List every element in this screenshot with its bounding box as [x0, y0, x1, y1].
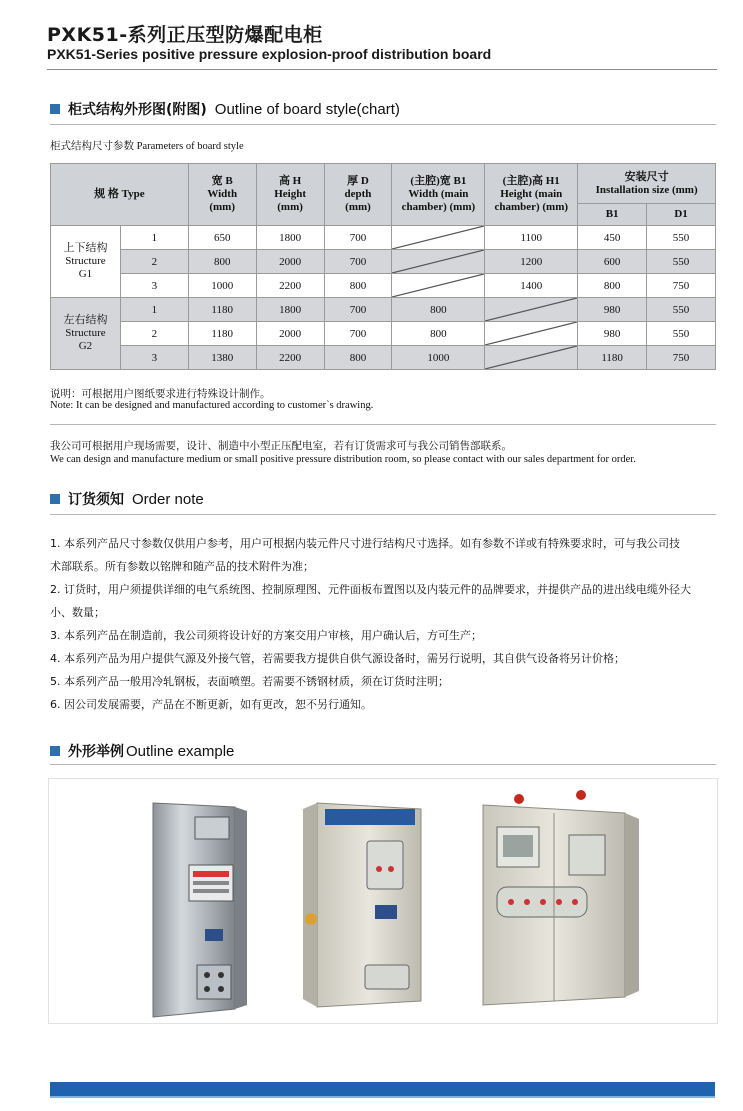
col-header-width: 宽 B Width (mm) [188, 164, 256, 226]
section-divider [50, 764, 716, 765]
empty-slash-cell [485, 298, 578, 322]
list-item: 2. 订货时，用户须提供详细的电气系统图、控制原理图、元件面板布置图以及内装元件的品牌要求，并提供产品的进出线电缆外径大 [50, 583, 691, 596]
group-g2: 左右结构 Structure G2 [51, 298, 121, 370]
page-title-en: PXK51-Series positive pressure explosion-proof distribution board [47, 46, 492, 62]
table-row: 上下结构 Structure G1 1 650 1800 700 1100 450 550 [51, 226, 716, 250]
table-row: 3 1000 2200 800 1400 800 750 [51, 274, 716, 298]
params-caption: 柜式结构尺寸参数 Parameters of board style [50, 141, 244, 152]
list-item: 术部联系。所有参数以铭牌和随产品的技术附件为准； [50, 560, 314, 573]
title-divider [47, 69, 717, 70]
spec-table [50, 163, 716, 370]
list-item: 5. 本系列产品一般用冷轧钢板，表面喷塑。若需要不锈钢材质，须在订货时注明； [50, 675, 449, 688]
list-item: 小、数量； [50, 606, 105, 619]
page-title-cn: PXK51-系列正压型防爆配电柜 [47, 24, 323, 46]
bullet-square-icon [50, 494, 60, 504]
footer-bar [50, 1082, 715, 1096]
table-row: 2 800 2000 700 1200 600 550 [51, 250, 716, 274]
empty-slash-cell [485, 322, 578, 346]
cabinet-illustrations [49, 779, 717, 1023]
empty-slash-cell [392, 226, 485, 250]
cabinet-cream-icon [303, 803, 421, 1007]
col-header-install-b1: B1 [578, 204, 647, 226]
empty-slash-cell [485, 346, 578, 370]
empty-slash-cell [392, 250, 485, 274]
section-heading-example: 外形举例 Outline example [50, 741, 234, 761]
list-item: 6. 因公司发展需要，产品在不断更新，如有更改，恕不另行通知。 [50, 698, 372, 711]
col-header-b1: (主腔)宽 B1 Width (main chamber) (mm) [392, 164, 485, 226]
note-en: Note: It can be designed and manufactured according to customer`s drawing. [50, 400, 374, 411]
bullet-square-icon [50, 746, 60, 756]
section-heading-outline: 柜式结构外形图(附图) Outline of board style(chart) [50, 99, 400, 119]
section-divider [50, 514, 716, 515]
table-row: 3 1380 2200 800 1000 1180 750 [51, 346, 716, 370]
table-row: 左右结构 Structure G2 1 1180 1800 700 800 980 550 [51, 298, 716, 322]
col-header-depth: 厚 D depth (mm) [324, 164, 392, 226]
list-item: 1. 本系列产品尺寸参数仅供用户参考，用户可根据内装元件尺寸进行结构尺寸选择。如有参数不详或有特殊要求时，可与我公司技 [50, 537, 680, 550]
bullet-square-icon [50, 104, 60, 114]
empty-slash-cell [392, 274, 485, 298]
table-row: 2 1180 2000 700 800 980 550 [51, 322, 716, 346]
note-cn: 说明：可根据用户图纸要求进行特殊设计制作。 [50, 388, 271, 400]
product-photos [48, 778, 718, 1024]
section-heading-order: 订货须知 Order note [50, 489, 204, 509]
col-header-height: 高 H Height (mm) [256, 164, 324, 226]
group-g1: 上下结构 Structure G1 [51, 226, 121, 298]
list-item: 4. 本系列产品为用户提供气源及外接气管，若需要我方提供自供气源设备时，需另行说明，其自供气设备将另计价格； [50, 652, 625, 665]
col-header-type: 规 格 Type [51, 164, 189, 226]
order-notes-list [50, 532, 715, 716]
notes-divider [50, 424, 716, 425]
cabinet-large-icon [483, 790, 639, 1005]
room-note-cn: 我公司可根据用户现场需要，设计、制造中小型正压配电室，若有订货需求可与我公司销售部联系。 [50, 440, 512, 452]
col-header-install: 安装尺寸 Installation size (mm) [578, 164, 716, 204]
col-header-h1: (主腔)高 H1 Height (main chamber) (mm) [485, 164, 578, 226]
section-divider [50, 124, 716, 125]
footer-stripe [50, 1096, 715, 1098]
cabinet-stainless-icon [153, 803, 247, 1017]
room-note-en: We can design and manufacture medium or small positive pressure distribution room, so please contact with our sales department for order. [50, 454, 636, 465]
list-item: 3. 本系列产品在制造前，我公司须将设计好的方案交用户审核，用户确认后，方可生产； [50, 629, 482, 642]
col-header-install-d1: D1 [647, 204, 716, 226]
